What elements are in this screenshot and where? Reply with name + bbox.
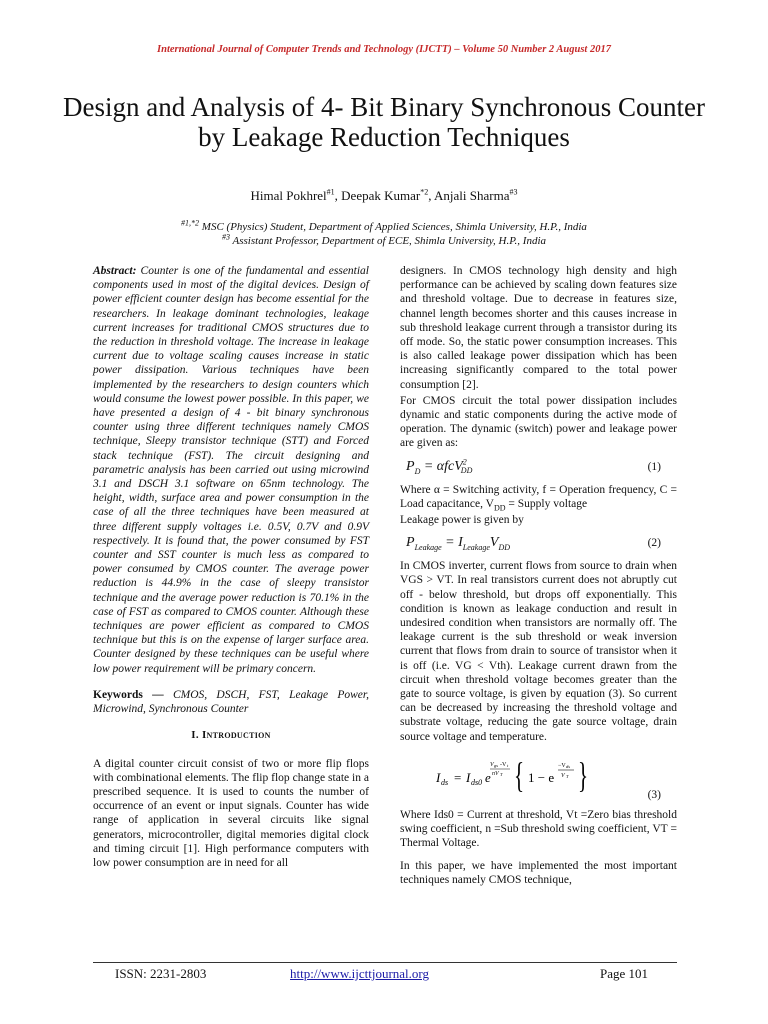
affiliation-text: Assistant Professor, Department of ECE, Shimla University, H.P., India: [232, 235, 547, 247]
svg-text:-V: -V: [500, 761, 507, 768]
intro-paragraph: A digital counter circuit consist of two or more flip flops with combinational elements. The flip flop change state in a prescribed sequence. It is used to counts the number of occurrence of an event or input signals. Counter has wide range of application in several circuits like signal generators, microcontroller, digital memories digital clock and timing circuit [1]. High performance computers with low power consumption are in need for all: [93, 757, 369, 869]
svg-text:gs: gs: [494, 762, 499, 768]
paper-title: Design and Analysis of 4- Bit Binary Synchronous Counter by Leakage Reduction Techniques: [63, 92, 705, 152]
equation-expression: $P_{Leakage} = I_{Leakage}V_{DD}$: [406, 535, 511, 552]
svg-text:V: V: [561, 772, 565, 779]
page-number: Page 101: [600, 966, 649, 981]
svg-text:e: e: [485, 769, 491, 785]
body-paragraph: Leakage power is given by: [400, 514, 524, 527]
equation-3-graphic: [406, 750, 626, 802]
abstract: [93, 264, 369, 676]
svg-text:T: T: [500, 771, 503, 777]
subscript: DD: [493, 503, 506, 513]
keywords: [93, 688, 369, 716]
equation-expression: $P_D = \alpha fcV^2_{DD}$: [406, 456, 473, 476]
abstract-label: Abstract:: [93, 265, 137, 277]
equation-number: (3): [647, 788, 661, 801]
section-number: I.: [191, 729, 199, 742]
equation-1: [400, 457, 677, 477]
equation-number: (2): [647, 537, 661, 550]
svg-text:I: I: [436, 769, 441, 785]
svg-text:{: {: [514, 756, 525, 796]
affiliation-sup: #3: [221, 232, 230, 242]
keywords-label: Keywords —: [93, 688, 164, 701]
author-list: Himal Pokhrel$^{\#1}$, Deepak Kumar$^{*2}$, Anjali Sharma$^{\#3}$: [250, 187, 518, 203]
author-name: Deepak Kumar: [341, 188, 421, 203]
svg-text:1 − e: 1 − e: [528, 769, 555, 785]
svg-text:=: =: [454, 769, 462, 785]
affiliation-line: [0, 234, 768, 248]
variable-definitions: = Supply voltage: [505, 497, 588, 510]
svg-text:nV: nV: [492, 770, 499, 777]
svg-text:ds: ds: [566, 763, 571, 769]
journal-header: International Journal of Computer Trends and Technology (IJCTT) – Volume 50 Number 2 August 2017: [157, 44, 611, 55]
body-paragraph: In this paper, we have implemented the most important techniques namely CMOS technique,: [400, 859, 677, 886]
section-title: Introduction: [201, 729, 271, 742]
svg-text:V: V: [490, 761, 494, 768]
body-paragraph: designers. In CMOS technology high density and high performance can be achieved by scaling down features size and threshold voltage. Due to decrease in features size, channel length becomes shorter and this causes increase in sub threshold leakage current through a transistor during its off mode. So, the static power consumption increases. This is also called leakage power dissipation which has been increasing significantly compared to the total power consumption [2].: [400, 265, 677, 391]
right-column: [400, 264, 677, 887]
author-sup: #1: [326, 187, 335, 197]
affiliation-text: MSC (Physics) Student, Department of Applied Sciences, Shimla University, H.P., India: [201, 221, 587, 233]
equation-2: [400, 533, 677, 553]
author-name: Himal Pokhrel: [250, 188, 327, 203]
keywords-text: CMOS, DSCH, FST, Leakage Power, Microwind, Synchronous Counter: [93, 688, 369, 716]
svg-text:I: I: [466, 769, 471, 785]
journal-url-link[interactable]: http://www.ijcttjournal.org: [290, 966, 430, 981]
abstract-text: Counter is one of the fundamental and essential components used in most of the digital devices. Design of power efficient counter design has become essential for the researchers. In leakage dominant technologies, leakage current increases for traditional CMOS structures due to the reduction in threshold voltage. The increase in leakage current due to voltage scaling causes increase in static power dissipation. Various techniques have been implemented by the researchers to design counters which would consume the lowest power possible. In this paper, we have presented a design of 4 - bit binary synchronous counter using three different techniques namely CMOS technique, Sleepy transistor technique (STT) and Forced stack technique (FST). The circuit designing and parametric analysis has been carried out using microwind 3.1 and DSCH 3.1 software on 65nm technology. The height, width, surface area and power consumption in the case of all the three techniques have been measured at three different supply voltages i.e. 0.5V, 0.7V and 0.9V respectively. It is found that, the power consumed by FST counter and SST counter is much less as compared to power consumed by CMOS counter. The average power reduction is 44.9% in the case of sleepy transistor technique and the average power reduction is 70.1% in the case of FST as compared to CMOS counter. Although these techniques are power efficient as compared to CMOS technique but this is on the expense of larger surface area. Counter designed by these techniques can be useful where low power requirement will be primary concern.: [93, 265, 370, 675]
body-paragraph: [400, 483, 677, 511]
body-paragraph: Where Ids0 = Current at threshold, Vt =Zero bias threshold swing coefficient, n =Sub threshold swing coefficient, VT = Thermal Voltage.: [400, 808, 677, 850]
svg-text:}: }: [578, 756, 589, 796]
body-paragraph: For CMOS circuit the total power dissipation includes dynamic and static components during the active mode of operation. The dynamic (switch) power and leakage power are given as:: [400, 394, 677, 450]
body-paragraph: In CMOS inverter, current flows from source to drain when VGS > VT. In real transistors current does not abruptly cut off - below threshold, but drops off exponentially. This condition is known as leakage conduction and result in undesired condition when transistors are normally off. The leakage current is the sub threshold or weak inversion current that flows from drain to source of transistor when it is off (i.e. VG < Vth). Leakage current drawn from the circuit when threshold voltage becomes greater than the gate to source voltage, is given by equation (3). So current can be decreased by increasing the threshold voltage and substrate voltage, reducing the gate source voltage, drain source voltage and temperature.: [400, 560, 677, 743]
svg-text:ds0: ds0: [471, 777, 483, 787]
affiliation-line: [0, 220, 768, 234]
left-column: [93, 264, 369, 870]
section-heading: [93, 728, 369, 742]
svg-text:−V: −V: [558, 762, 566, 769]
svg-text:ds: ds: [441, 777, 449, 787]
affiliation-sup: #1,*2: [181, 218, 200, 228]
equation-number: (1): [647, 460, 661, 473]
author-name: Anjali Sharma: [434, 188, 510, 203]
equation-3: [400, 750, 677, 802]
svg-text:T: T: [566, 773, 569, 779]
svg-text:t: t: [507, 762, 509, 768]
affiliations: [0, 220, 768, 248]
issn: ISSN: 2231-2803: [115, 966, 207, 981]
footer-divider: [93, 962, 677, 963]
variable-definitions: Where α = Switching activity, f = Operation frequency, C = Load capacitance, V: [400, 483, 677, 510]
author-sup: #3: [509, 187, 518, 197]
author-sup: *2: [420, 187, 429, 197]
